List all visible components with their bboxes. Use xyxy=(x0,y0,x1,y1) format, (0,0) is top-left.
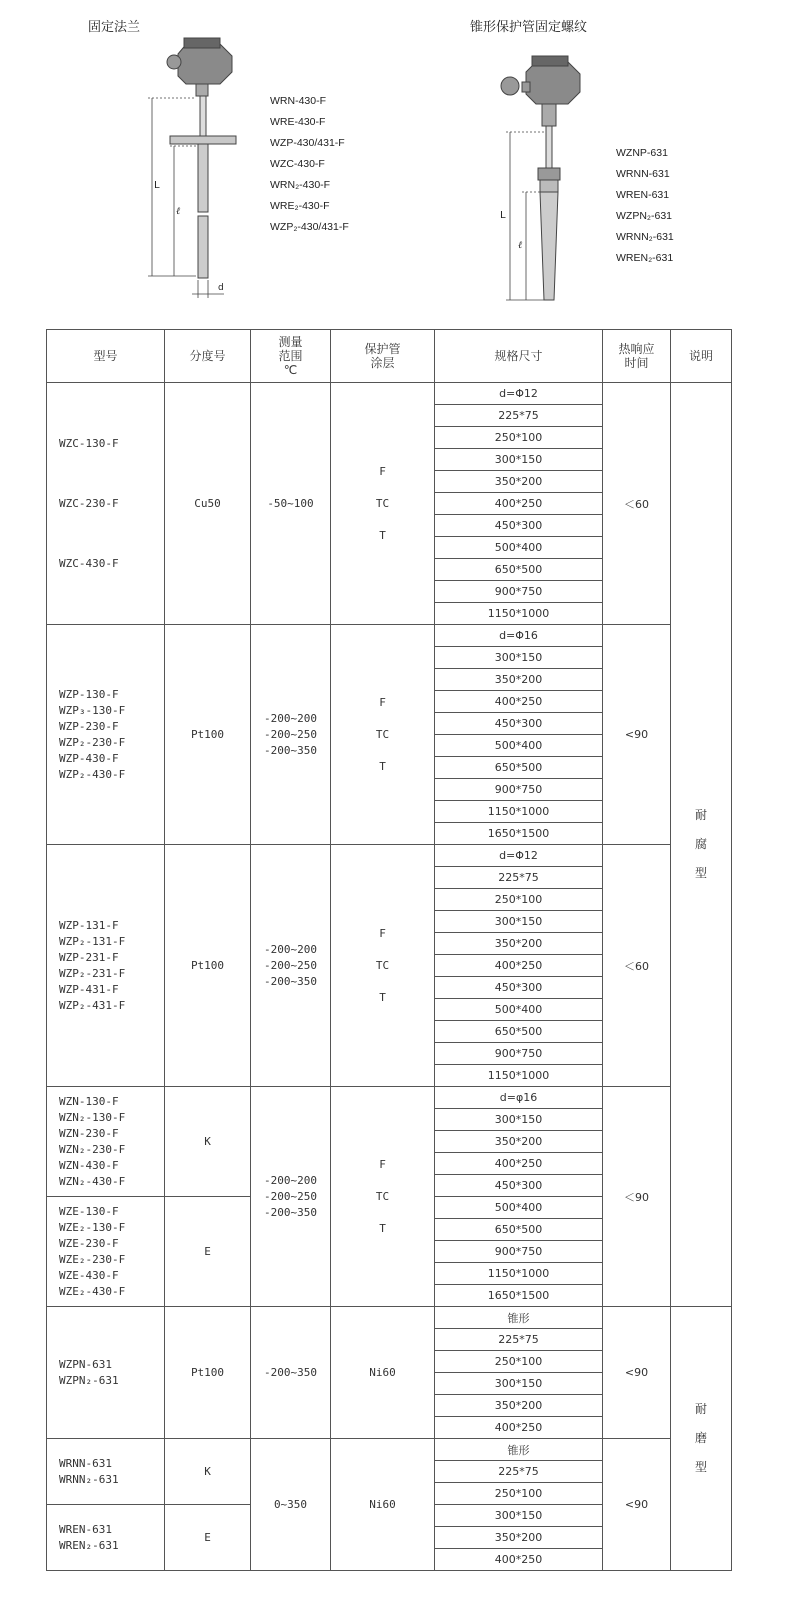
model-cell: WZP-131-F WZP₂-131-F WZP-231-F WZP₂-231-F WZP-431-F WZP₂-431-F xyxy=(47,845,165,1087)
header-response: 热响应 时间 xyxy=(603,330,671,383)
model-label: WRN₂-430-F xyxy=(270,179,331,191)
size-cell: 900*750 xyxy=(435,1043,603,1065)
size-cell: 300*150 xyxy=(435,911,603,933)
graduation-cell: Pt100 xyxy=(165,625,251,845)
size-cell: 400*250 xyxy=(435,691,603,713)
graduation-cell: Pt100 xyxy=(165,1307,251,1439)
size-cell: 250*100 xyxy=(435,1483,603,1505)
size-cell: 450*300 xyxy=(435,713,603,735)
size-cell: 400*250 xyxy=(435,1417,603,1439)
size-cell: 300*150 xyxy=(435,449,603,471)
range-cell: -200~200 -200~250 -200~350 xyxy=(251,845,331,1087)
dim-insert-label: ℓ xyxy=(518,240,523,251)
model-cell: WZP-130-F WZP₃-130-F WZP-230-F WZP₂-230-F WZP-430-F WZP₂-430-F xyxy=(47,625,165,845)
size-cell: 1650*1500 xyxy=(435,823,603,845)
header-graduation: 分度号 xyxy=(165,330,251,383)
model-cell: WREN-631 WREN₂-631 xyxy=(47,1505,165,1571)
model-label: WRN-430-F xyxy=(270,95,327,107)
note-cell-corrosion: 耐 腐 型 xyxy=(671,383,732,1307)
size-cell: 500*400 xyxy=(435,1197,603,1219)
size-cell: 1650*1500 xyxy=(435,1285,603,1307)
table-row xyxy=(47,1307,732,1329)
graduation-cell: Pt100 xyxy=(165,845,251,1087)
dim-insert-label: ℓ xyxy=(176,206,181,217)
size-cell: 225*75 xyxy=(435,1329,603,1351)
range-cell: -200~200 -200~250 -200~350 xyxy=(251,625,331,845)
size-cell: 350*200 xyxy=(435,933,603,955)
model-label: WZPN₂-631 xyxy=(616,210,673,222)
size-cell: 900*750 xyxy=(435,581,603,603)
table-header-row xyxy=(47,330,732,383)
size-cell: 650*500 xyxy=(435,757,603,779)
size-cell: 400*250 xyxy=(435,1549,603,1571)
model-cell: WZPN-631 WZPN₂-631 xyxy=(47,1307,165,1439)
flange-thermometer-drawing xyxy=(140,36,270,306)
size-cell: d=Φ16 xyxy=(435,625,603,647)
coating-cell: Ni60 xyxy=(331,1439,435,1571)
model-label: WRNN-631 xyxy=(616,168,670,180)
model-label: WREN₂-631 xyxy=(616,252,674,264)
size-cell: 650*500 xyxy=(435,1219,603,1241)
size-cell: 300*150 xyxy=(435,1505,603,1527)
table-row xyxy=(47,383,732,405)
size-cell: 500*400 xyxy=(435,999,603,1021)
coating-cell: F TC T xyxy=(331,845,435,1087)
size-cell: 1150*1000 xyxy=(435,1065,603,1087)
left-diagram-title: 固定法兰 xyxy=(88,20,141,35)
tapered-model-list xyxy=(616,143,674,269)
response-cell: <90 xyxy=(603,1307,671,1439)
spec-table xyxy=(46,329,732,1571)
model-label: WRNN₂-631 xyxy=(616,231,674,243)
model-label: WZP-430/431-F xyxy=(270,137,345,149)
graduation-cell: E xyxy=(165,1505,251,1571)
model-label: WZNP-631 xyxy=(616,147,668,159)
tapered-thermometer-drawing xyxy=(490,52,600,307)
range-cell: 0~350 xyxy=(251,1439,331,1571)
note-cell-wear: 耐 磨 型 xyxy=(671,1307,732,1571)
header-range: 测量 范围 ℃ xyxy=(251,330,331,383)
size-cell: 450*300 xyxy=(435,515,603,537)
size-cell: 500*400 xyxy=(435,735,603,757)
model-cell: WRNN-631 WRNN₂-631 xyxy=(47,1439,165,1505)
size-cell: 400*250 xyxy=(435,1153,603,1175)
size-cell: 250*100 xyxy=(435,427,603,449)
size-cell: 1150*1000 xyxy=(435,801,603,823)
size-cell: 450*300 xyxy=(435,1175,603,1197)
size-cell: 250*100 xyxy=(435,889,603,911)
dim-diameter-label: d xyxy=(218,283,224,293)
right-diagram-title: 锥形保护管固定螺纹 xyxy=(470,20,588,35)
header-note: 说明 xyxy=(671,330,732,383)
header-spec: 规格尺寸 xyxy=(435,330,603,383)
model-cell: WZC-130-F WZC-230-F WZC-430-F xyxy=(47,383,165,625)
model-cell: WZN-130-F WZN₂-130-F WZN-230-F WZN₂-230-F WZN-430-F WZN₂-430-F xyxy=(47,1087,165,1197)
header-model: 型号 xyxy=(47,330,165,383)
size-cell: 400*250 xyxy=(435,955,603,977)
table-row xyxy=(47,845,732,867)
range-cell: -200~200 -200~250 -200~350 xyxy=(251,1087,331,1307)
size-cell: 350*200 xyxy=(435,1395,603,1417)
model-label: WREN-631 xyxy=(616,189,670,201)
size-cell: 锥形 xyxy=(435,1307,603,1329)
size-cell: 225*75 xyxy=(435,1461,603,1483)
dim-length-label: L xyxy=(154,180,160,191)
coating-cell: Ni60 xyxy=(331,1307,435,1439)
coating-cell: F TC T xyxy=(331,625,435,845)
size-cell: 650*500 xyxy=(435,1021,603,1043)
response-cell: ＜90 xyxy=(603,1087,671,1307)
size-cell: 锥形 xyxy=(435,1439,603,1461)
size-cell: 350*200 xyxy=(435,471,603,493)
model-label: WZC-430-F xyxy=(270,158,325,170)
range-cell: -200~350 xyxy=(251,1307,331,1439)
model-cell: WZE-130-F WZE₂-130-F WZE-230-F WZE₂-230-F WZE-430-F WZE₂-430-F xyxy=(47,1197,165,1307)
header-coating: 保护管 涂层 xyxy=(331,330,435,383)
size-cell: 1150*1000 xyxy=(435,603,603,625)
size-cell: 250*100 xyxy=(435,1351,603,1373)
dim-length-label: L xyxy=(500,210,506,221)
graduation-cell: K xyxy=(165,1439,251,1505)
model-label: WRE-430-F xyxy=(270,116,326,128)
size-cell: 500*400 xyxy=(435,537,603,559)
graduation-cell: K xyxy=(165,1087,251,1197)
size-cell: 400*250 xyxy=(435,493,603,515)
model-label: WZP₂-430/431-F xyxy=(270,221,349,233)
response-cell: <90 xyxy=(603,1439,671,1571)
table-row xyxy=(47,1439,732,1461)
flange-model-list xyxy=(270,91,349,238)
graduation-cell: Cu50 xyxy=(165,383,251,625)
size-cell: 300*150 xyxy=(435,647,603,669)
table-row xyxy=(47,625,732,647)
model-label: WRE₂-430-F xyxy=(270,200,330,212)
coating-cell: F TC T xyxy=(331,1087,435,1307)
size-cell: 225*75 xyxy=(435,867,603,889)
table-row xyxy=(47,1087,732,1109)
coating-cell: F TC T xyxy=(331,383,435,625)
size-cell: 300*150 xyxy=(435,1373,603,1395)
size-cell: d=Φ12 xyxy=(435,383,603,405)
response-cell: ＜60 xyxy=(603,383,671,625)
size-cell: 300*150 xyxy=(435,1109,603,1131)
size-cell: 350*200 xyxy=(435,1131,603,1153)
size-cell: 900*750 xyxy=(435,1241,603,1263)
response-cell: <90 xyxy=(603,625,671,845)
size-cell: 225*75 xyxy=(435,405,603,427)
size-cell: d=Φ12 xyxy=(435,845,603,867)
graduation-cell: E xyxy=(165,1197,251,1307)
size-cell: 350*200 xyxy=(435,1527,603,1549)
size-cell: 350*200 xyxy=(435,669,603,691)
size-cell: d=φ16 xyxy=(435,1087,603,1109)
size-cell: 900*750 xyxy=(435,779,603,801)
size-cell: 1150*1000 xyxy=(435,1263,603,1285)
size-cell: 450*300 xyxy=(435,977,603,999)
size-cell: 650*500 xyxy=(435,559,603,581)
range-cell: -50~100 xyxy=(251,383,331,625)
response-cell: ＜60 xyxy=(603,845,671,1087)
